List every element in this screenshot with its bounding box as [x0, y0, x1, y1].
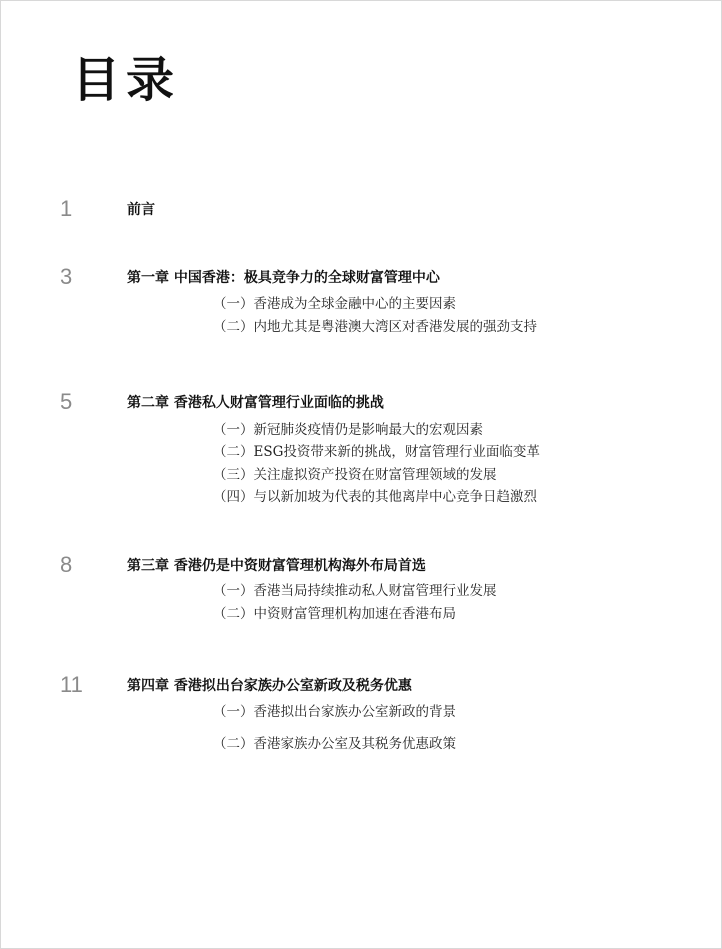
toc-section-item[interactable]: （三）关注虚拟资产投资在财富管理领域的发展	[213, 467, 497, 483]
toc-chapter-title[interactable]: 第二章 香港私人财富管理行业面临的挑战	[127, 395, 384, 411]
toc-section-item[interactable]: （四）与以新加坡为代表的其他离岸中心竞争日趋激烈	[213, 489, 537, 505]
toc-chapter-title[interactable]: 第三章 香港仍是中资财富管理机构海外布局首选	[127, 558, 426, 574]
toc-section-item[interactable]: （一）新冠肺炎疫情仍是影响最大的宏观因素	[213, 422, 483, 438]
toc-page-number: 3	[60, 264, 73, 289]
toc-section-item[interactable]: （二）ESG投资带来新的挑战，财富管理行业面临变革	[213, 444, 540, 460]
toc-chapter-title[interactable]: 前言	[127, 202, 155, 218]
toc-page-number: 1	[60, 196, 73, 221]
toc-section-item[interactable]: （二）香港家族办公室及其税务优惠政策	[213, 736, 456, 752]
toc-section-item[interactable]: （一）香港成为全球金融中心的主要因素	[213, 296, 456, 312]
toc-chapter-title[interactable]: 第一章 中国香港：极具竞争力的全球财富管理中心	[127, 270, 440, 286]
toc-chapter-title[interactable]: 第四章 香港拟出台家族办公室新政及税务优惠	[127, 678, 412, 694]
page-title: 目录	[72, 52, 181, 108]
toc-section-item[interactable]: （一）香港当局持续推动私人财富管理行业发展	[213, 583, 497, 599]
toc-section-item[interactable]: （一）香港拟出台家族办公室新政的背景	[213, 704, 456, 720]
toc-section-item[interactable]: （二）内地尤其是粤港澳大湾区对香港发展的强劲支持	[213, 319, 537, 335]
toc-page-number: 5	[60, 389, 73, 414]
toc-page-number: 8	[60, 552, 73, 577]
toc-section-item[interactable]: （二）中资财富管理机构加速在香港布局	[213, 606, 456, 622]
toc-page-number: 11	[60, 672, 83, 697]
